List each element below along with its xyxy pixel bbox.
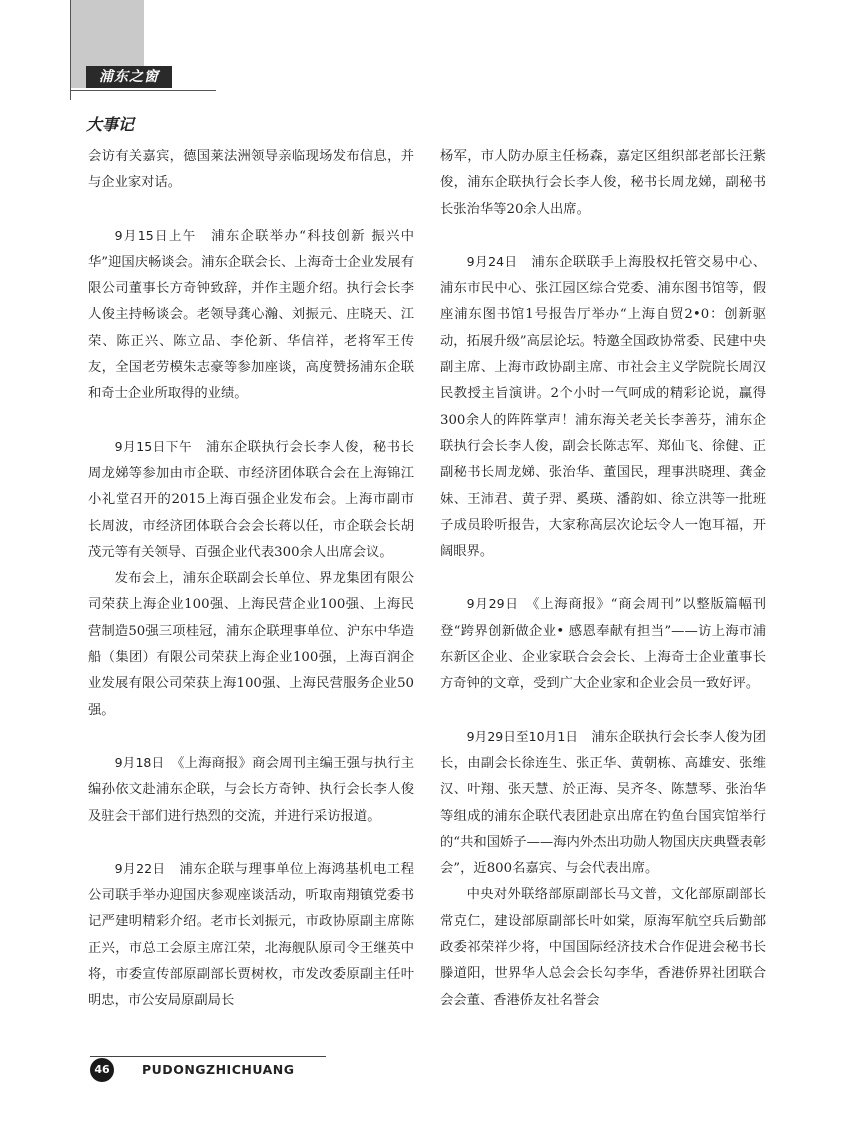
entry-date: 9月22日 (114, 860, 166, 876)
entry-sep22 (88, 856, 414, 1015)
entry-body: 浦东企联联手上海股权托管交易中心、浦东市民中心、张江园区综合党委、浦东图书馆等，假座浦东图书馆1号报告厅举办“上海自贸2•0：创新驱动，拓展升级”高层论坛。特邀全国政协常委、民建中央副主席、上海市政协副主席、市社会主义学院院长周汉民教授主旨演讲。2个小时一气呵成的精彩论说，赢得300余人的阵阵掌声！浦东海关老关长李善芬，浦东企联执行会长李人俊，副会长陈志军、郑仙飞、徐健、正副秘书长周龙娣、张治华、董国民，理事洪晓理、龚金妹、王沛君、黄子羿、奚瑛、潘韵如、徐立洪等一批班子成员聆听报告，大家称高层次论坛令人一饱耳福，开阔眼界。 (440, 254, 767, 560)
entry-sep24 (440, 249, 766, 566)
entry-date: 9月29日 (466, 596, 519, 612)
entry-body: 浦东企联与理事单位上海鸿基机电工程公司联手举办迎国庆参观座谈活动，听取南翔镇党委书记严建明精彩介绍。老市长刘振元，市政协原副主席陈正兴，市总工会原主席江荣，北海舰队原司令王继英中将，市委宣传部原副部长贾树枚，市发改委原副主任叶明忠，市公安局原副局长 (88, 861, 415, 1009)
paragraph: 发布会上，浦东企联副会长单位、界龙集团有限公司荣获上海企业100强、上海民营企业100强、上海民营制造50强三项桂冠，浦东企联理事单位、沪东中华造船（集团）有限公司荣获上海企业100强，上海百润企业发展有限公司荣获上海100强、上海民营服务企业50强。 (88, 571, 414, 718)
paragraph-continued: 会访有关嘉宾，德国莱法洲领导亲临现场发布信息，并与企业家对话。 (88, 149, 414, 191)
entry-date: 9月18日 (114, 754, 165, 770)
entry-sep18 (88, 750, 414, 830)
magazine-logo: 浦东之窗 (86, 66, 172, 88)
right-column (440, 144, 766, 1014)
entry-sep15-am (88, 223, 414, 408)
entry-date: 9月15日上午 (114, 227, 197, 243)
entry-date: 9月29日至10月1日 (466, 728, 579, 744)
entry-body: 《上海商报》“商会周刊”以整版篇幅刊登“跨界创新做企业• 感恩奉献有担当”——访上海市浦东新区企业、企业家联合会会长、上海奇士企业董事长方奇钟的文章，受到广大企业家和企业会员一致好评。 (440, 597, 767, 692)
footer-rule (90, 1056, 326, 1057)
paragraph-continued: 杨军，市人防办原主任杨森，嘉定区组织部老部长汪紫俊，浦东企联执行会长李人俊，秘书长周龙娣，副秘书长张治华等20余人出席。 (440, 149, 766, 217)
entry-body: 浦东企联执行会长李人俊，秘书长周龙娣等参加由市企联、市经济团体联合会在上海锦江小礼堂召开的2015上海百强企业发布会。上海市副市长周波，市经济团体联合会会长蒋以任，市企联会长胡茂元等有关领导、百强企业代表300余人出席会议。 (88, 439, 414, 560)
entry-date: 9月15日下午 (114, 438, 193, 454)
entry-sep15-pm (88, 434, 414, 566)
footer-magazine-name: PUDONGZHICHUANG (142, 1062, 295, 1077)
entry-date: 9月24日 (466, 253, 518, 269)
left-column (88, 144, 414, 1015)
page-number: 46 (90, 1058, 114, 1082)
paragraph: 中央对外联络部原副部长马文普，文化部原副部长常克仁，建设部原副部长叶如棠，原海军航空兵后勤部政委祁荣祥少将，中国国际经济技术合作促进会秘书长滕道阳，世界华人总会会长勾李华，香港侨界社团联合会会董、香港侨友社名誉会 (440, 887, 766, 1008)
header-vertical-rule (70, 0, 71, 100)
entry-body: 浦东企联执行会长李人俊为团长，由副会长徐连生、张正华、黄朝栋、高雄安、张维汉、叶翔、张天慧、於正海、吴齐冬、陈慧琴、张治华等组成的浦东企联代表团赴京出席在钓鱼台国宾馆举行的“共和国娇子——海内外杰出功勋人物国庆庆典暨表彰会”，近800名嘉宾、与会代表出席。 (440, 729, 767, 877)
entry-sep29-oct1 (440, 724, 766, 883)
header-horizontal-rule (70, 90, 216, 91)
entry-body: 浦东企联举办“科技创新 振兴中华”迎国庆畅谈会。浦东企联会长、上海奇士企业发展有限公司董事长方奇钟致辞，并作主题介绍。执行会长李人俊主持畅谈会。老领导龚心瀚、刘振元、庄晓天、江荣、陈正兴、陈立品、李伦新、华信祥，老将军王传友，全国老劳模朱志豪等参加座谈，高度赞扬浦东企联和奇士企业所取得的业绩。 (88, 228, 415, 402)
entry-body: 《上海商报》商会周刊主编王强与执行主编孙依文赴浦东企联，与会长方奇钟、执行会长李人俊及驻会干部们进行热烈的交流，并进行采访报道。 (88, 755, 415, 824)
entry-sep29 (440, 591, 766, 697)
section-title: 大事记 (86, 115, 135, 134)
